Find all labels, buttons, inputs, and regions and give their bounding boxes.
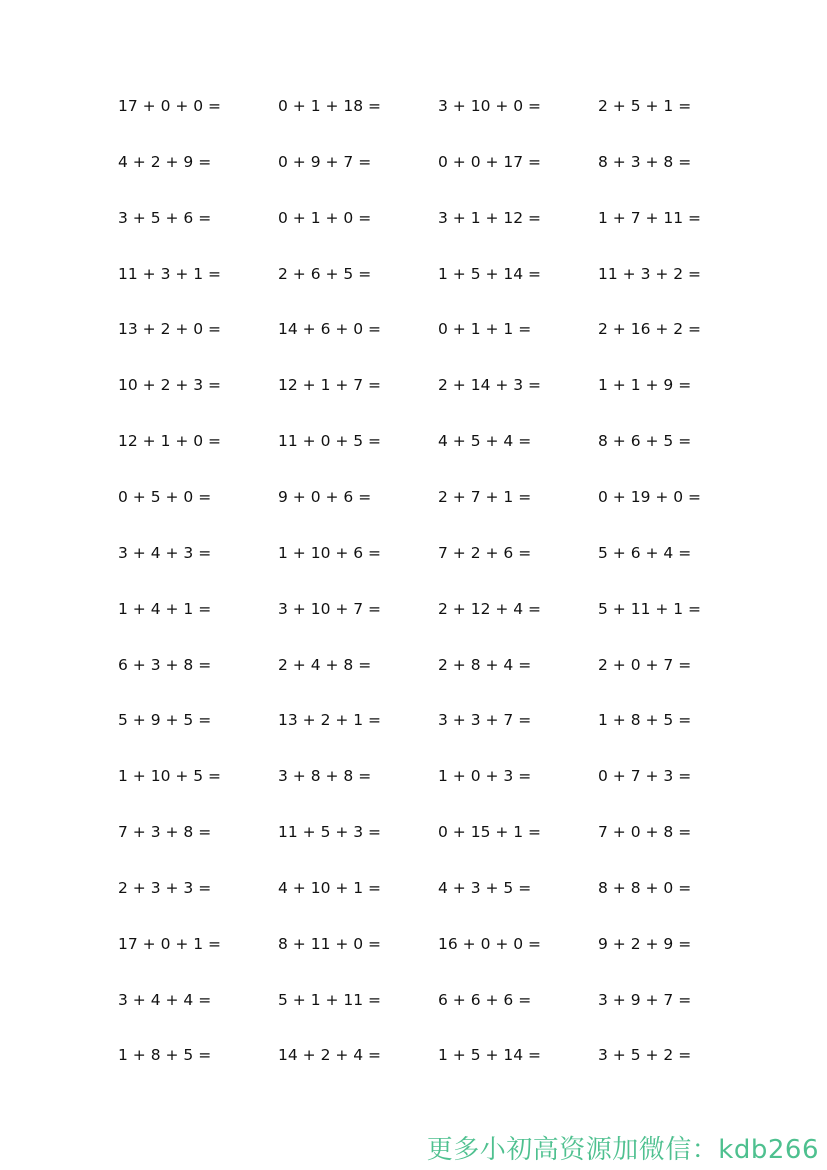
- math-problem: 0 + 7 + 3 =: [598, 767, 692, 785]
- math-problem: 9 + 2 + 9 =: [598, 935, 692, 953]
- math-problem: 2 + 16 + 2 =: [598, 320, 702, 338]
- math-problem: 2 + 0 + 7 =: [598, 656, 692, 674]
- math-problem: 0 + 0 + 17 =: [438, 153, 542, 171]
- math-problem: 8 + 6 + 5 =: [598, 432, 692, 450]
- math-problem: 5 + 9 + 5 =: [118, 711, 212, 729]
- math-problem: 3 + 4 + 4 =: [118, 991, 212, 1009]
- math-problem: 8 + 3 + 8 =: [598, 153, 692, 171]
- math-problem: 3 + 5 + 2 =: [598, 1046, 692, 1064]
- math-problem: 17 + 0 + 1 =: [118, 935, 222, 953]
- math-problem: 4 + 10 + 1 =: [278, 879, 382, 897]
- math-problem: 10 + 2 + 3 =: [118, 376, 222, 394]
- math-problem: 14 + 6 + 0 =: [278, 320, 382, 338]
- math-problem: 16 + 0 + 0 =: [438, 935, 542, 953]
- math-problem: 3 + 9 + 7 =: [598, 991, 692, 1009]
- footer-wechat-promo: 更多小初高资源加微信：kdb266: [426, 1135, 819, 1165]
- math-problem: 9 + 0 + 6 =: [278, 488, 372, 506]
- math-problem: 8 + 8 + 0 =: [598, 879, 692, 897]
- math-problem: 13 + 2 + 0 =: [118, 320, 222, 338]
- math-problem: 1 + 7 + 11 =: [598, 209, 702, 227]
- math-problem: 1 + 5 + 14 =: [438, 265, 542, 283]
- math-problem: 3 + 8 + 8 =: [278, 767, 372, 785]
- math-problem: 13 + 2 + 1 =: [278, 711, 382, 729]
- math-problem: 11 + 3 + 2 =: [598, 265, 702, 283]
- math-problem: 1 + 10 + 6 =: [278, 544, 382, 562]
- math-problem: 0 + 1 + 0 =: [278, 209, 372, 227]
- math-problem: 12 + 1 + 0 =: [118, 432, 222, 450]
- math-problem: 4 + 5 + 4 =: [438, 432, 532, 450]
- math-problem: 1 + 4 + 1 =: [118, 600, 212, 618]
- math-problem: 1 + 8 + 5 =: [118, 1046, 212, 1064]
- math-problem: 1 + 1 + 9 =: [598, 376, 692, 394]
- math-problem: 1 + 10 + 5 =: [118, 767, 222, 785]
- math-problem: 17 + 0 + 0 =: [118, 97, 222, 115]
- math-problem: 5 + 6 + 4 =: [598, 544, 692, 562]
- math-problem: 3 + 5 + 6 =: [118, 209, 212, 227]
- math-problem: 8 + 11 + 0 =: [278, 935, 382, 953]
- math-problem: 2 + 12 + 4 =: [438, 600, 542, 618]
- math-problem: 5 + 1 + 11 =: [278, 991, 382, 1009]
- math-problem: 0 + 1 + 18 =: [278, 97, 382, 115]
- math-problem: 14 + 2 + 4 =: [278, 1046, 382, 1064]
- math-problem: 2 + 4 + 8 =: [278, 656, 372, 674]
- math-problem: 2 + 7 + 1 =: [438, 488, 532, 506]
- math-problem: 0 + 15 + 1 =: [438, 823, 542, 841]
- math-problem: 7 + 3 + 8 =: [118, 823, 212, 841]
- math-problem: 4 + 2 + 9 =: [118, 153, 212, 171]
- math-problem: 0 + 5 + 0 =: [118, 488, 212, 506]
- math-problem: 11 + 5 + 3 =: [278, 823, 382, 841]
- math-problem: 7 + 0 + 8 =: [598, 823, 692, 841]
- math-problem: 1 + 5 + 14 =: [438, 1046, 542, 1064]
- math-problem: 6 + 6 + 6 =: [438, 991, 532, 1009]
- math-problem: 3 + 10 + 7 =: [278, 600, 382, 618]
- math-problem: 2 + 14 + 3 =: [438, 376, 542, 394]
- math-problem: 11 + 0 + 5 =: [278, 432, 382, 450]
- math-problem: 1 + 0 + 3 =: [438, 767, 532, 785]
- math-problem: 11 + 3 + 1 =: [118, 265, 222, 283]
- math-problem: 0 + 19 + 0 =: [598, 488, 702, 506]
- math-problem: 2 + 8 + 4 =: [438, 656, 532, 674]
- math-problem: 3 + 1 + 12 =: [438, 209, 542, 227]
- math-problem: 3 + 3 + 7 =: [438, 711, 532, 729]
- math-problem: 4 + 3 + 5 =: [438, 879, 532, 897]
- math-problem: 2 + 5 + 1 =: [598, 97, 692, 115]
- math-problem: 0 + 1 + 1 =: [438, 320, 532, 338]
- math-problem: 5 + 11 + 1 =: [598, 600, 702, 618]
- math-problem: 1 + 8 + 5 =: [598, 711, 692, 729]
- math-problem: 0 + 9 + 7 =: [278, 153, 372, 171]
- math-problem: 6 + 3 + 8 =: [118, 656, 212, 674]
- math-problem: 3 + 10 + 0 =: [438, 97, 542, 115]
- math-problem: 7 + 2 + 6 =: [438, 544, 532, 562]
- math-problem: 2 + 3 + 3 =: [118, 879, 212, 897]
- math-problem: 2 + 6 + 5 =: [278, 265, 372, 283]
- math-problem: 12 + 1 + 7 =: [278, 376, 382, 394]
- math-problem: 3 + 4 + 3 =: [118, 544, 212, 562]
